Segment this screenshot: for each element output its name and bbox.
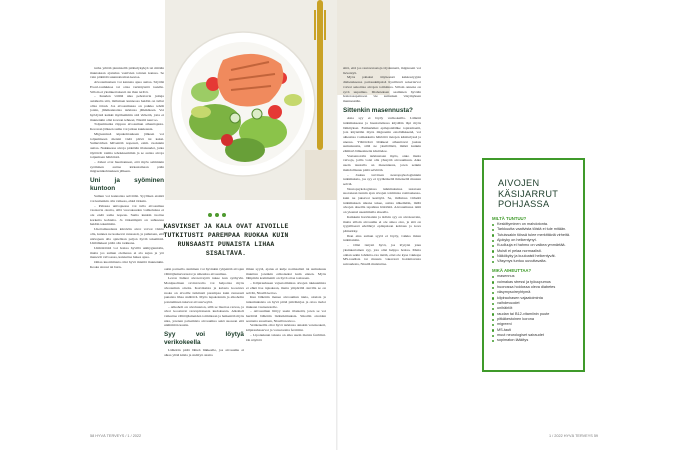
sidebar-list-item: Näkökyky ja kuuloaisti heikentyvät. [492,254,577,259]
sidebar-sections [490,216,577,344]
folio-right: 1 / 2022 HYVÄ TERVEYS 59 [549,434,599,438]
section-heading: Syy voi löytyä verikokeella [164,331,244,346]
decorative-dots [208,213,226,217]
sidebar-list-item: MS-tauti [492,328,577,333]
body-paragraph: Verikokeilla olisi hyvä tarkistaa ainakin verensokeri, kilpirauhasarvot ja varastoraita ferritiini. [246,323,326,333]
body-paragraph: Kaikkein harvinaisin ja ikävin syy on aivokasvain, mutta silloin aivosumu ei ole ainoa oire, ja sitä on tyypillisesti edeltänyt epilepsiaan kohtaus ja kova päänsärky. [343,214,421,233]
sidebar-list-item: väsymysoireyhtymä [492,290,577,295]
sidebar-list [492,274,577,343]
salmon-salad-photo [165,0,337,200]
section-heading: Uni ja syöminen kuntoon [90,177,164,192]
sidebar-box [482,158,585,372]
article-column-3 [246,267,326,437]
sidebar-list-item: voimakas stressi ja työuupumus [492,280,577,285]
sidebar-list-item: Kuulluuja ei hahmo on vaikea ymmärtää. [492,243,577,248]
body-paragraph: – Olisi tietysti hyvä, jos löytyisi joku yksinkertainen syy, jota olisi helppo hoitaa. Mutta onhan sekin lohdutta-vaa tietää, ettei ole kyse vakkapa MS-taudista tai muusta vakavasti hoidettavasta sairaudesta, Nissilä muistuttaa. [343,243,421,266]
sidebar-list-item: huonossa hoidossa oleva diabetes [492,285,577,290]
body-paragraph: Omaa kuormitusta olisi hyvä miettiä muutenkin. Koska stressi tai burn- [90,260,164,269]
body-paragraph: – Alkoholi on aivoluuston, sillä se liuottaa rasvaa, ja aivot koostuvat rasvapitoisesta kudoksesta. Alkoholi vaikuttaa välittäjäaineiden toimintaan ja heikentää myös unta, jotenen palaamista aivosumua sekä suosaan että unihäiriön kautta. [164,304,244,328]
body-paragraph: Lääkärin pitää lähteä liikkeelle, jos aivosumu ei alkaa yltää kiisla ja sisältyä oireita [164,348,244,357]
body-paragraph: Kun lääkärin menee aivosumun takia, oireista ja tuntemuksista on hyvä pitää päiväkirjaa ja ottaa tiedot mukaan vastaanotolle. [246,295,326,309]
sidebar-list-item: pitkäkestoinen korona [492,317,577,322]
body-paragraph: – Pahassa univajeessa voi tulla aivosumua vastaavia oireita, sillä vuorokauden vaihteluissa ei ole enää sama nopeus. Suma kunkin tuottaa korkeita kohteita. Ja tärkeämpää on suhteessa heidän tekemisiin. [90,203,164,227]
sidebar-list-item: vaihdevuodet [492,301,577,306]
body-paragraph: – Aivosumun liittyy usein tilanteitä, joten se voi herättää lääkärin lisätutkimuksia. Sikoilin oireiden seuranta suositaan, Nissilä neuvoo. [246,309,326,323]
body-paragraph: Aina syy ei löydy verikokeilla. Lääkäri tutkimuksessa ja haastattelussa käydään läpi myös lääkitykset. Esimerkiksi epilepsialääke topiramaatti, jota käytetään myös migreenin estolääkkeenä, voi aiheuttaa voimakkaita häiriöitä tietojen käsittelyssä ja unessa. Ylättävästi lääkkeet aiheuttavat joskus sumuisuutta, sillä ne yksilöllistä, mitkä kunkin elimistö lääkeaineita käsittelee. [343,116,421,154]
sidebar-list-item: Tarkkuutta vaativista töistä ei tule mitään. [492,227,577,232]
article-column-4 [343,66,421,438]
sidebar-section-heading: MIKÄ AIHEUTTAA? [492,267,532,273]
sidebar-list-item: unihäiriöt [492,306,577,311]
pull-quote: KASVIKSET JA KALA OVAT AIVOILLE TUTKITUSTI PAREMPAA RUOKAA KUIN RUNSAASTI PUNAISTA LIHAA SISÄLTÄVÄ. [163,223,289,257]
sidebar-list-item: Muisti ei pelaa normaalisti. [492,249,577,254]
body-paragraph: – Joskus tarvitaan neuropsykologisiakin tutkimuksia, jos syy ei tyydkäisellä ilmeisellä muuten selviä. [343,172,421,186]
body-paragraph: Myös pahaksi äityneessä kakkostyypin diabeteksessa pariasukmpsisä hyuiliverä sokeriarvot voivat sekoittaa aivojen toimintaa. Silloin onnena on syvä uupumus. Diabeteksen saaminen hyvään hoitotasapainoon vie sumuisen väsymyksen mennessään. [343,75,421,103]
article-column-1 [90,66,164,436]
body-paragraph: outin partaalla oleminen voi hyvinkin tyhjentää aivojen välittäjäainevarastot ja aiheuttaa aivosumua. [164,267,244,276]
sidebar-title [498,178,577,210]
body-paragraph: Aivosumusisen voi kannata apua auttaa. Säyttää Excel-taulukkoa tai ottaa verinäytettä tosielle. Silloin ei yksinkertaisesti ole ihan terävä. [90,80,164,94]
sidebar-list-item: masennus [492,274,577,279]
body-paragraph: Migreenissä kipukohtauksen jälkeen voi tolpumiseen mennä vielä päivä tai kaksi. Sumuvirhen hälventää nopeasti, esim. ruokakin auttaa. Nukkuessa aivoja pidetään tilaisuudet, jotka täyttävät toimia tehokkaammin ja se auttaa aivoja toipumaan häiriöistä. [90,131,164,160]
body-paragraph: – Kilpirauhasen vajaatoimintaa aivojen takkuamista ei ehkä itse tajuakaan, mutta ympärillä olevilla se on selvää, Nissilä kertoo. [246,281,326,295]
dot-icon [208,213,212,217]
body-paragraph: Ihan aina sumun syytä ei löydy, vaikka miten tutkittaisiin. [343,233,421,243]
body-paragraph: Vastaanotolla tarkistetaan myös, onko muita vaivoja, joilla voisi olla yhteyttä aivosumuun. Aika usein taustalla on masennusta, joten senkin mahdollisuus pitää selvittää. [343,153,421,172]
sidebar-title-line-1: AIVOJEN [498,178,540,188]
sidebar-list [492,222,577,265]
body-paragraph: Tolpumisaika riippuu aivosumun aiheuttajasta. Koronan jälkeen sumu voi jatkua kuukausia. [90,122,164,132]
body-paragraph: Neuropsykologisissa tutkimuksissa testataan suoranaan tunnin ajan aivojen toimintaa rasittaskessa- kuin ne jaksavat kestäytä. Se, millaissa virheitä tutkimuksen aikana tekee, auttaa näkemään, millä aivojen alueilla tapahtuu häiriöitä. Aivosumussa niitä on yleensä useammalla alueella. [343,186,421,215]
sidebar-list-item: Tutuissakin töissä tulee merkittäviä virheitä. [492,233,577,238]
body-paragraph: Sumun voi kannattaa selvittää. Syyllisen etsintä voi kuitenkin olla vaikeaa, ehkä tärkein. [90,194,164,203]
dot-icon [215,213,219,217]
body-paragraph: – Kuuden välillä aika pehottavia juttuja asialkalta sitä, millainen kunnossa heidän on tullut ollaa töissä. Jos aivosumussa on paikko tehdä jotain, jälkikannattaa tarkistaa jälkikäteen. Voi hyödyntä kaikki myöhemmin sitä virhettä, jotta ei muutenkin olisi kovaan tehneet, Nissilä neuvoo. [90,94,164,122]
body-paragraph: Unihäiriöitä voi hoitaa hyvillä unihygienialla, mutta jos sumun olemassa ei ala sujua ja yöt menevät valvoessa, kannattaa hakea apua. [90,245,164,260]
sidebar-title-line-3: POHJASSA [498,199,550,209]
body-paragraph: – Jotkut ovat huomanneet, että myös salmiakin syöminen auttaa kirkastamaan pään migreenikohtauksen jälkeen. [90,160,164,174]
section-heading: Sittenkin masennusta? [343,106,413,114]
body-paragraph: siitä, että jos rautavarastoja täydennetä, mignreeni voi lieventyä. [343,66,421,75]
body-paragraph: ilman syytä, ajatus ei kulje normaalisti tai sumuisuus muuttuu jotenkin erikoiseksi kuin ennen. Myös lähipiirin kommentit on hyvä ottaa tosissaan. [246,267,326,281]
sidebar-list-item: sopimaton lääkitys [492,338,577,343]
body-paragraph: Unettomuudesta kärsivän aivot voivat väärin olla, kunnes ne koskevat runsaasti, ja puhutaan, että univajeen alla ajatellaan paljon hyviä tekemisiä. Unilääkkeet pitää olla tarkkana. [90,227,164,246]
sidebar-list-item: kilpirauhasen vajaatoiminta [492,296,577,301]
sidebar-list-item: migreeni [492,322,577,327]
article-column-2 [164,267,244,437]
sidebar-list-item: Keskittyminen on mahdotonta. [492,222,577,227]
body-paragraph: Levon lisäksi aivoterveyttä tukee kun syöhyvin. Monipuolinen ravintovalio voi helpottaa myös aivosumun oireita. Kasviksista ja kalasta koostuva ruoka on aivoille tutkitusti parempaa kuin runsaasti punaista lihaa sisältävä. Myös tupakoinnin ja alkoholin poistaminen tukevat aivoterveyttä. [164,276,244,304]
dot-icon [222,213,226,217]
sidebar-section-heading: MILTÄ TUNTUU? [492,215,527,221]
sidebar-list-item: Ajokyky on heikentynyt. [492,238,577,243]
sidebar-title-line-2: KÄSIJARRUT [498,188,559,199]
sidebar-list-item: raudan tai B12-vitamiinin puute [492,312,577,317]
sidebar-list-item: Väsymys tuntuu uuvuttavalta. [492,259,577,264]
body-paragraph: turha yrittää pinnistellä päättelykykyä tai mitään muutakaan ajattelua vaativien tointen kanssa. Se vain pitkittää suunnattoman kestoa. [90,66,164,80]
body-paragraph: – Liponukuun takana on aika usein matala ferritiini. On näyttöä [246,332,326,342]
sidebar-list-item: muut neurologiset sairaudet [492,333,577,338]
salmon-salad-illustration [165,0,337,200]
folio-left: 58 HYVÄ TERVEYS / 1 / 2022 [90,434,142,438]
